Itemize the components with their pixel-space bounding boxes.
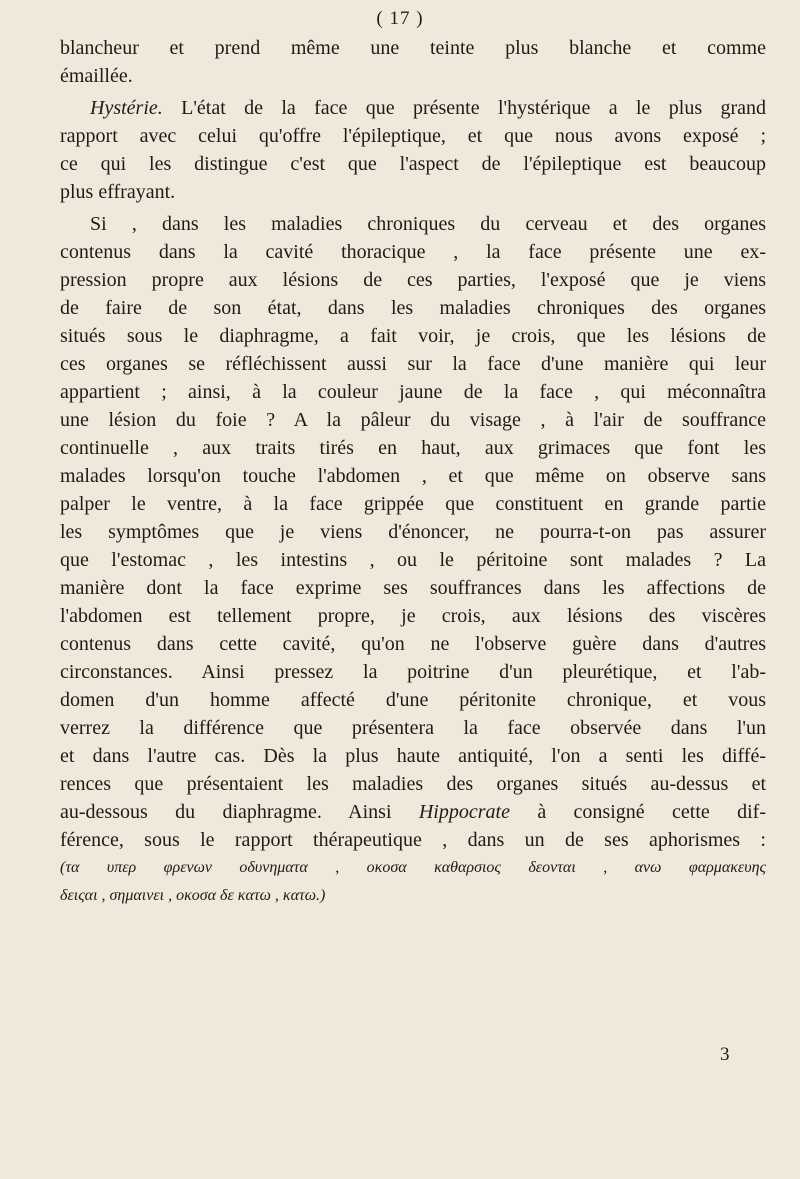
text-line: férence, sous le rapport thérapeutique , dans un de ses aphorismes : <box>60 829 766 851</box>
greek-quote-line: δειςαι , σημαινει , οκοσα δε κατω , κατω.) <box>60 887 326 904</box>
text-line: plus effrayant. <box>60 181 176 203</box>
text-line: appartient ; ainsi, à la couleur jaune de la face , qui méconnaîtra <box>60 381 766 403</box>
text-line: contenus dans cette cavité, qu'on ne l'observe guère dans d'autres <box>60 633 766 655</box>
text-line: continuelle , aux traits tirés en haut, aux grimaces que font les <box>60 437 766 459</box>
text-line: une lésion du foie ? A la pâleur du visage , à l'air de souffrance <box>60 409 766 431</box>
page-number: ( 17 ) <box>376 8 424 29</box>
text-line: l'abdomen est tellement propre, je crois, aux lésions des viscères <box>60 605 766 627</box>
text-line: rences que présentaient les maladies des organes situés au-dessus et <box>60 773 766 795</box>
text-line: malades lorsqu'on touche l'abdomen , et que même on observe sans <box>60 465 766 487</box>
text-line: de faire de son état, dans les maladies chroniques des organes <box>60 297 766 319</box>
text-line: ces organes se réfléchissent aussi sur la face d'une manière qui leur <box>60 353 766 375</box>
text-line: au-dessous du diaphragme. Ainsi Hippocrate à consigné cette dif- <box>60 801 766 823</box>
text-line: émaillée. <box>60 65 133 87</box>
text-line: verrez la différence que présentera la face observée dans l'un <box>60 717 766 739</box>
text-line: et dans l'autre cas. Dès la plus haute antiquité, l'on a senti les diffé- <box>60 745 766 767</box>
text-line: rapport avec celui qu'offre l'épileptique, et que nous avons exposé ; <box>60 125 766 147</box>
text-line: domen d'un homme affecté d'une péritonite chronique, et vous <box>60 689 766 711</box>
text-line: ce qui les distingue c'est que l'aspect de l'épileptique est beaucoup <box>60 153 766 175</box>
text-line: que l'estomac , les intestins , ou le péritoine sont malades ? La <box>60 549 766 571</box>
text-line: blancheur et prend même une teinte plus blanche et comme <box>60 37 766 59</box>
text-line: Hystérie. L'état de la face que présente l'hystérique a le plus grand <box>90 97 766 119</box>
text-line: palper le ventre, à la face grippée que constituent en grande partie <box>60 493 766 515</box>
text-line: les symptômes que je viens d'énoncer, ne pourra-t-on pas assurer <box>60 521 766 543</box>
greek-quote-line: (τα υπερ φρενων οδυνηματα , οκοσα καθαρσιος δεονται , ανω φαρμακευης <box>60 859 766 876</box>
text-line: situés sous le diaphragme, a fait voir, je crois, que les lésions de <box>60 325 766 347</box>
text-line: manière dont la face exprime ses souffrances dans les affections de <box>60 577 766 599</box>
body-text <box>60 34 766 910</box>
text-line: circonstances. Ainsi pressez la poitrine d'un pleurétique, et l'ab- <box>60 661 766 683</box>
text-line: pression propre aux lésions de ces parties, l'exposé que je viens <box>60 269 766 291</box>
signature-mark: 3 <box>720 1044 730 1065</box>
text-line: Si , dans les maladies chroniques du cerveau et des organes <box>90 213 766 235</box>
text-line: contenus dans la cavité thoracique , la face présente une ex- <box>60 241 766 263</box>
